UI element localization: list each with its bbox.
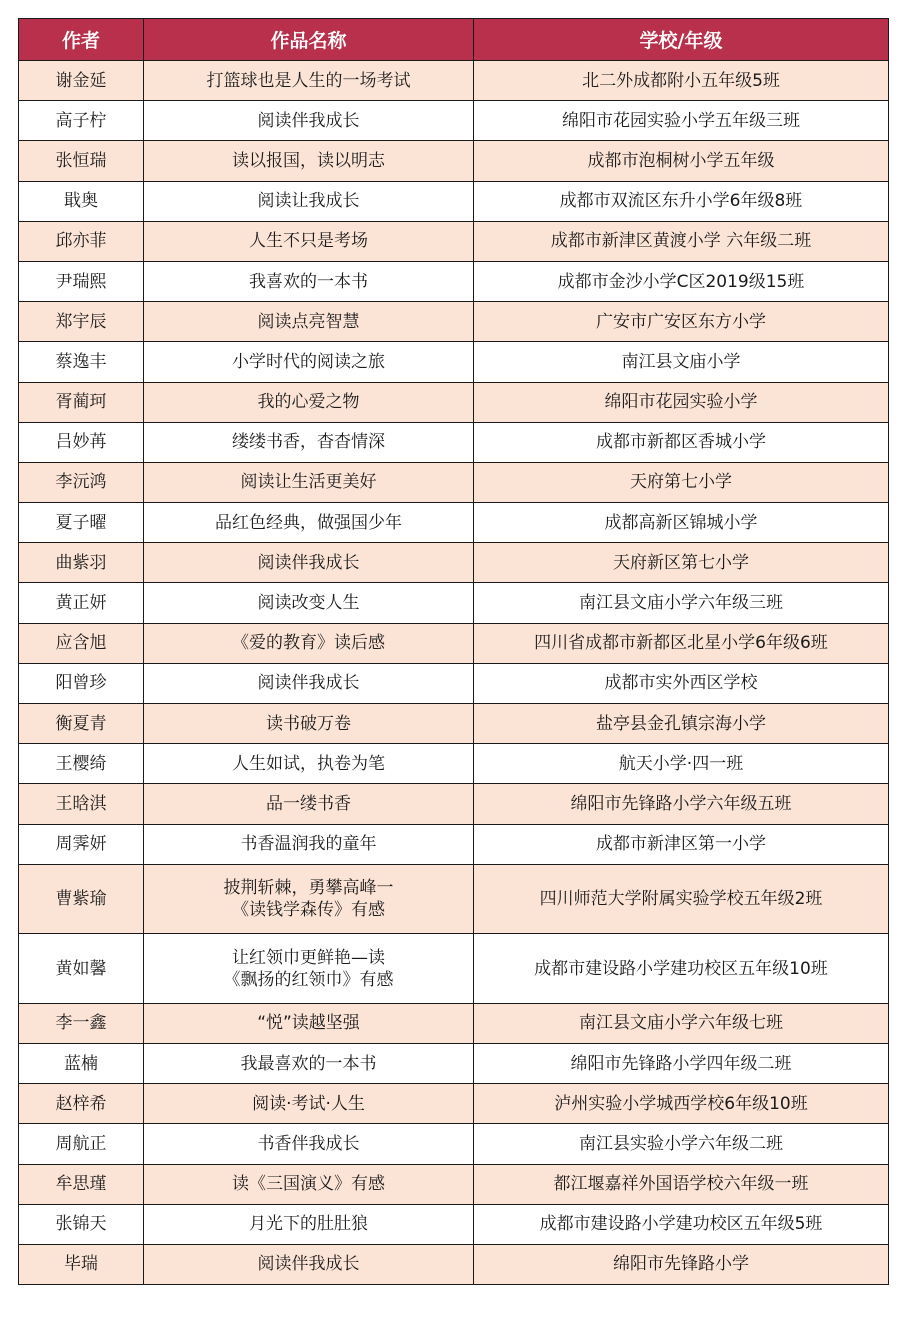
cell-author: 吕妙苒 <box>19 422 144 462</box>
cell-title-line: 缕缕书香，杳杳情深 <box>232 432 385 453</box>
cell-school: 成都市新津区第一小学 <box>474 824 889 864</box>
table-row <box>19 1244 889 1284</box>
cell-school: 成都市泡桐树小学五年级 <box>474 141 889 181</box>
cell-title-line: 读以报国，读以明志 <box>232 150 385 171</box>
cell-school: 成都市双流区东升小学6年级8班 <box>474 181 889 221</box>
cell-title-line: 人生如试，执卷为笔 <box>232 753 385 774</box>
cell-school: 成都市新都区香城小学 <box>474 422 889 462</box>
cell-school: 成都高新区锦城小学 <box>474 503 889 543</box>
cell-school: 绵阳市先锋路小学 <box>474 1244 889 1284</box>
cell-title-line: 打篮球也是人生的一场考试 <box>206 70 411 91</box>
cell-title-line: 阅读伴我成长 <box>257 1254 360 1275</box>
cell-school: 天府新区第七小学 <box>474 543 889 583</box>
cell-school: 都江堰嘉祥外国语学校六年级一班 <box>474 1164 889 1204</box>
cell-school: 泸州实验小学城西学校6年级10班 <box>474 1084 889 1124</box>
table-row <box>19 934 889 1004</box>
cell-school: 北二外成都附小五年级5班 <box>474 61 889 101</box>
cell-school: 南江县文庙小学 <box>474 342 889 382</box>
table-row <box>19 1043 889 1083</box>
cell-title <box>144 61 474 101</box>
table-row <box>19 342 889 382</box>
table-row <box>19 744 889 784</box>
cell-title-line: 人生不只是考场 <box>249 231 368 252</box>
cell-title <box>144 864 474 934</box>
cell-school: 成都市新津区黄渡小学 六年级二班 <box>474 221 889 261</box>
cell-school: 成都市金沙小学C区2019级15班 <box>474 261 889 301</box>
cell-title <box>144 462 474 502</box>
cell-title <box>144 141 474 181</box>
cell-school: 绵阳市花园实验小学五年级三班 <box>474 101 889 141</box>
table-row <box>19 663 889 703</box>
table-row <box>19 422 889 462</box>
cell-school: 广安市广安区东方小学 <box>474 302 889 342</box>
cell-author: 曲紫羽 <box>19 543 144 583</box>
cell-title <box>144 382 474 422</box>
cell-author: 蓝楠 <box>19 1043 144 1083</box>
table-row <box>19 141 889 181</box>
cell-title-line: 《爱的教育》读后感 <box>232 633 385 654</box>
cell-title <box>144 302 474 342</box>
cell-author: 李沅鸿 <box>19 462 144 502</box>
cell-title <box>144 101 474 141</box>
cell-title-line: 阅读伴我成长 <box>257 673 360 694</box>
cell-title-line: 阅读点亮智慧 <box>257 311 360 332</box>
table-row <box>19 261 889 301</box>
cell-title-line: 读《三国演义》有感 <box>232 1174 385 1195</box>
cell-title <box>144 1124 474 1164</box>
cell-title-line: 让红领巾更鲜艳—读 <box>232 947 385 968</box>
table-row <box>19 824 889 864</box>
table-row <box>19 1124 889 1164</box>
cell-title-line: 读书破万卷 <box>266 713 351 734</box>
table-row <box>19 221 889 261</box>
cell-title <box>144 663 474 703</box>
cell-title-line: 月光下的肚肚狼 <box>249 1214 368 1235</box>
cell-title <box>144 583 474 623</box>
cell-author: 衡夏青 <box>19 704 144 744</box>
table-row <box>19 101 889 141</box>
cell-author: 夏子曜 <box>19 503 144 543</box>
award-table <box>18 18 889 1285</box>
cell-author: 周霁妍 <box>19 824 144 864</box>
table-row <box>19 1084 889 1124</box>
table-row <box>19 503 889 543</box>
cell-title-line: 书香温润我的童年 <box>240 834 377 855</box>
cell-school: 南江县文庙小学六年级七班 <box>474 1003 889 1043</box>
cell-title <box>144 543 474 583</box>
cell-author: 戢奥 <box>19 181 144 221</box>
cell-title-line: 品一缕书香 <box>266 793 351 814</box>
cell-school: 四川省成都市新都区北星小学6年级6班 <box>474 623 889 663</box>
cell-title-line: 我的心爱之物 <box>257 392 360 413</box>
cell-author: 周航正 <box>19 1124 144 1164</box>
header-title: 作品名称 <box>144 19 474 61</box>
cell-author: 黄正妍 <box>19 583 144 623</box>
table-row <box>19 1003 889 1043</box>
header-row <box>19 19 889 61</box>
cell-school: 盐亭县金孔镇宗海小学 <box>474 704 889 744</box>
cell-author: 李一鑫 <box>19 1003 144 1043</box>
table-row <box>19 704 889 744</box>
table-row <box>19 302 889 342</box>
cell-author: 高子柠 <box>19 101 144 141</box>
cell-author: 应含旭 <box>19 623 144 663</box>
cell-school: 四川师范大学附属实验学校五年级2班 <box>474 864 889 934</box>
cell-author: 张锦天 <box>19 1204 144 1244</box>
cell-school: 成都市建设路小学建功校区五年级10班 <box>474 934 889 1004</box>
table-row <box>19 543 889 583</box>
table-row <box>19 382 889 422</box>
header-author: 作者 <box>19 19 144 61</box>
cell-author: 谢金延 <box>19 61 144 101</box>
cell-title-line: 阅读让我成长 <box>257 191 360 212</box>
cell-title <box>144 422 474 462</box>
cell-title-line: 品红色经典，做强国少年 <box>215 512 402 533</box>
cell-title-line: 阅读·考试·人生 <box>252 1093 365 1114</box>
cell-school: 南江县文庙小学六年级三班 <box>474 583 889 623</box>
cell-author: 胥蔺珂 <box>19 382 144 422</box>
cell-author: 曹紫瑜 <box>19 864 144 934</box>
cell-title <box>144 704 474 744</box>
table-row <box>19 61 889 101</box>
cell-title <box>144 1164 474 1204</box>
cell-title-line: 阅读让生活更美好 <box>240 472 377 493</box>
cell-title-line: 书香伴我成长 <box>257 1133 360 1154</box>
cell-title <box>144 342 474 382</box>
cell-school: 航天小学·四一班 <box>474 744 889 784</box>
cell-title <box>144 1084 474 1124</box>
cell-title <box>144 824 474 864</box>
cell-title-line: 我喜欢的一本书 <box>249 271 368 292</box>
cell-title <box>144 623 474 663</box>
table-row <box>19 1204 889 1244</box>
cell-school: 成都市实外西区学校 <box>474 663 889 703</box>
cell-title <box>144 181 474 221</box>
table-row <box>19 1164 889 1204</box>
cell-title-line: 阅读伴我成长 <box>257 552 360 573</box>
cell-title-line: 阅读伴我成长 <box>257 110 360 131</box>
cell-title-line: 《读钱学森传》有感 <box>232 900 385 920</box>
cell-title-line: “悦”读越坚强 <box>257 1013 360 1034</box>
cell-title <box>144 1204 474 1244</box>
cell-title <box>144 1003 474 1043</box>
cell-title-line: 小学时代的阅读之旅 <box>232 351 385 372</box>
cell-author: 毕瑞 <box>19 1244 144 1284</box>
cell-title <box>144 1244 474 1284</box>
cell-author: 尹瑞熙 <box>19 261 144 301</box>
table-row <box>19 864 889 934</box>
cell-author: 阳曾珍 <box>19 663 144 703</box>
cell-title-line: 《飘扬的红领巾》有感 <box>223 969 394 990</box>
table-header <box>19 19 889 61</box>
cell-author: 黄如馨 <box>19 934 144 1004</box>
table-row <box>19 583 889 623</box>
cell-author: 郑宇辰 <box>19 302 144 342</box>
cell-title <box>144 261 474 301</box>
table-body <box>19 61 889 1285</box>
cell-author: 王樱绮 <box>19 744 144 784</box>
cell-title <box>144 934 474 1004</box>
cell-author: 赵梓希 <box>19 1084 144 1124</box>
cell-author: 张恒瑞 <box>19 141 144 181</box>
cell-school: 南江县实验小学六年级二班 <box>474 1124 889 1164</box>
cell-school: 天府第七小学 <box>474 462 889 502</box>
cell-title <box>144 1043 474 1083</box>
table-row <box>19 181 889 221</box>
cell-title-line: 阅读改变人生 <box>257 593 360 614</box>
cell-title <box>144 503 474 543</box>
cell-school: 绵阳市先锋路小学六年级五班 <box>474 784 889 824</box>
cell-title <box>144 221 474 261</box>
cell-school: 成都市建设路小学建功校区五年级5班 <box>474 1204 889 1244</box>
header-school: 学校/年级 <box>474 19 889 61</box>
table-row <box>19 623 889 663</box>
table-row <box>19 462 889 502</box>
cell-author: 牟思瑾 <box>19 1164 144 1204</box>
cell-title <box>144 744 474 784</box>
cell-author: 蔡逸丰 <box>19 342 144 382</box>
cell-author: 邱亦菲 <box>19 221 144 261</box>
table-row <box>19 784 889 824</box>
cell-title <box>144 784 474 824</box>
cell-school: 绵阳市先锋路小学四年级二班 <box>474 1043 889 1083</box>
cell-school: 绵阳市花园实验小学 <box>474 382 889 422</box>
cell-title-line: 披荆斩棘，勇攀高峰一 <box>223 878 394 898</box>
cell-title-line: 我最喜欢的一本书 <box>240 1053 377 1074</box>
cell-author: 王晗淇 <box>19 784 144 824</box>
